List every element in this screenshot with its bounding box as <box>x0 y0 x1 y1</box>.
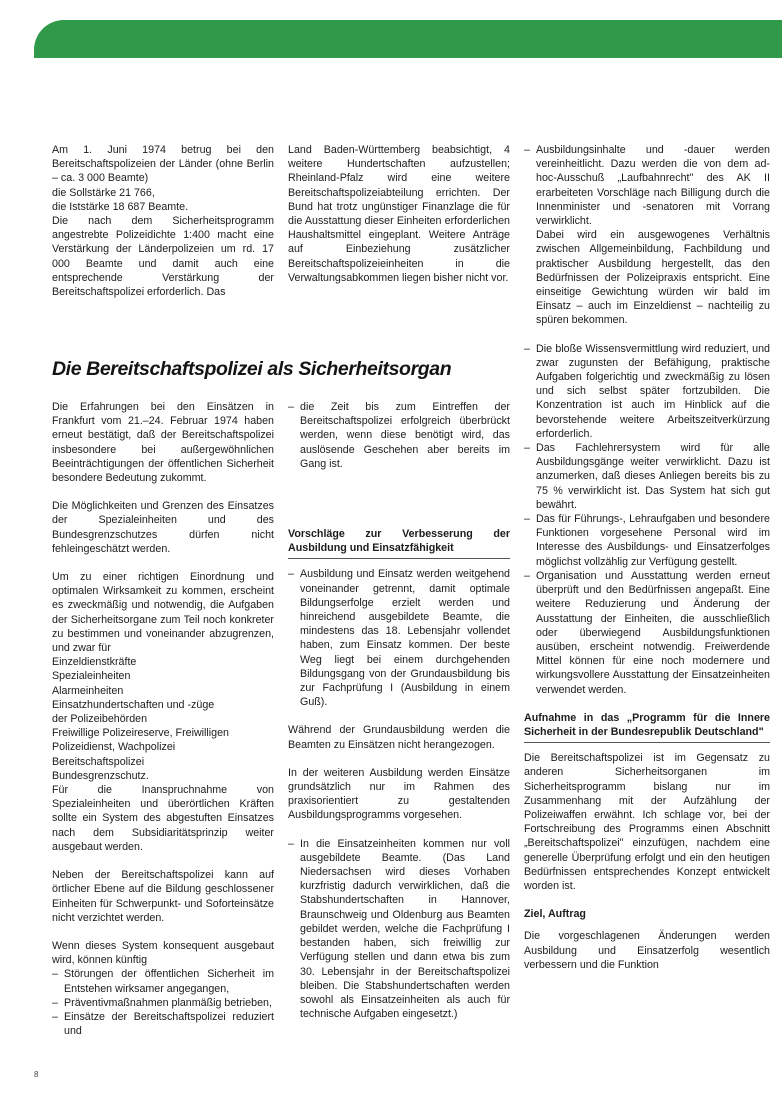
dash-list <box>288 400 510 471</box>
paragraph: Um zu einer richtigen Einordnung und optimalen Wirksamkeit zu kommen, erscheint es zweckmäßig und notwendig, die Aufgaben der Sicherheitsorgane zum Teil noch konkreter zu bestimmen und voneinander abzugrenzen, und zwar für <box>52 571 274 655</box>
list-item: – Einsätze der Bereitschaftspolizei reduziert und <box>52 1010 274 1038</box>
section-title: Die Bereitschaftspolizei als Sicherheitsorgan <box>52 358 452 380</box>
column-1-bottom <box>52 400 274 1052</box>
paragraph: Die nach dem Sicherheitsprogramm angestrebte Polizeidichte 1:400 macht eine Verstärkung der Länderpolizeien um rd. 17 000 Beamte und damit auch eine entsprechende Verstärkung der Bereitschaftspolizei erforderlich. Das <box>52 215 274 299</box>
text-line: Bundesgrenzschutz. <box>52 769 149 782</box>
dash-list <box>524 143 770 228</box>
paragraph: Die Erfahrungen bei den Einsätzen in Frankfurt vom 21.–24. Februar 1974 haben erneut bestätigt, daß der Bereitschaftspolizei insbesondere bei außergewöhnlichen Beeinträchtigungen der öffentlichen Sicherheit besondere Bedeutung zukommt. <box>52 401 274 485</box>
list-item: – die Zeit bis zum Eintreffen der Bereitschaftspolizei erfolgreich überbrückt werden, wenn diese benötigt wird, das auslösende Geschehen aber bereits im Gang ist. <box>288 400 510 471</box>
text-line: Polizeidienst, Wachpolizei <box>52 741 176 754</box>
paragraph: Für die Inanspruchnahme von Spezialeinheiten und überörtlichen Kräften sollte ein System des abgestuften Einsatzes nach dem Subsidiaritätsprinzip weiter ausgebaut werden. <box>52 784 274 853</box>
list-item: – In die Einsatzeinheiten kommen nur voll ausgebildete Beamte. (Das Land Niedersachsen wird dieses Vorhaben kurzfristig dadurch verwirklichen, daß die Stabshundertschaften in Hannover, Braunschweig und Oldenburg aus Beamten gebildet werden, welche die Fachprüfung I bestanden haben, sich freiwillig zur Verfügung stellen und dann etwa bis zum 30. Lebensjahr in der Bereitschaftspolizei bleiben. Die Stabshundertschaften werden sowohl als Einsatzeinheiten als auch für technische Aufgaben eingesetzt.) <box>288 837 510 1022</box>
column-3 <box>524 143 770 986</box>
paragraph: Am 1. Juni 1974 betrug bei den Bereitschaftspolizeien der Länder (ohne Berlin – ca. 3 000 Beamte) <box>52 144 274 185</box>
dash-list <box>524 342 770 697</box>
dash-list <box>288 837 510 1022</box>
subheading: Ziel, Auftrag <box>524 908 586 921</box>
paragraph: In der weiteren Ausbildung werden Einsätze grundsätzlich nur im Rahmen des praxisorientiert zu gestaltenden Ausbildungsprogramms vorgesehen. <box>288 766 510 822</box>
paragraph: Die vorgeschlagenen Änderungen werden Ausbildung und Einsatzerfolg wesentlich verbessern und die Funktion <box>524 930 770 971</box>
subheading: Vorschläge zur Verbesserung der Ausbildung und Einsatzfähigkeit <box>288 527 510 559</box>
text-line: der Polizeibehörden <box>52 713 148 726</box>
column-1-top <box>52 143 274 313</box>
subheading: Aufnahme in das „Programm für die Innere Sicherheit in der Bundesrepublik Deutschland" <box>524 711 770 743</box>
list-item: – Störungen der öffentlichen Sicherheit im Entstehen wirksamer angegangen, <box>52 967 274 995</box>
text-line: Alarmeinheiten <box>52 684 124 697</box>
paragraph: Die Bereitschaftspolizei ist im Gegensatz zu anderen Sicherheitsorganen im Sicherheitsprogramm bislang nur im Zusammenhang mit der Aufzählung der Polizeiwaffen erwähnt. Ich schlage vor, bei der Fortschreibung des Programms einen Abschnitt „Bereitschaftspolizei" einzufügen, nachdem eine generelle Überprüfung erfolgt und ein den heutigen Bedürfnissen entsprechendes Konzept entwickelt worden ist. <box>524 752 770 892</box>
list-item: – Ausbildungsinhalte und -dauer werden vereinheitlicht. Dazu werden die von dem ad-hoc-Ausschuß „Laufbahnrecht" des AK II erarbeiteten Vorschläge nach Billigung durch die Innenminister und -senatoren mit Vorrang verwirklicht. <box>524 143 770 228</box>
text-line: Bereitschaftspolizei <box>52 755 145 768</box>
column-2-top <box>288 143 510 299</box>
indented-paragraph: Dabei wird ein ausgewogenes Verhältnis zwischen Allgemeinbildung, Fachbildung und praktischer Ausbildung hergestellt, das den Bedürfnissen der Polizeipraxis entspricht. Eine einseitige Gewichtung würden wir bald im Einsatz – auch im Einzeldienst – nachteilig zu spüren bekommen. <box>536 229 770 327</box>
list-item: – Das Fachlehrersystem wird für alle Ausbildungsgänge weiter verwirklicht. Dazu ist anzumerken, daß dieses Anliegen bereits bis zu 75 % verwirklicht ist. Das System hat sich gut bewährt. <box>524 441 770 512</box>
dash-list <box>52 967 274 1038</box>
list-item: – Das für Führungs-, Lehraufgaben und besondere Funktionen vorgesehene Personal wird im Interesse des Ausbildungs- und Einsatzerfolges möglichst vollzählig zur Verfügung gestellt. <box>524 512 770 569</box>
list-item: – Die bloße Wissensvermittlung wird reduziert, und zwar zugunsten der Befähigung, praktische Aufgaben folgerichtig und zweckmäßig zu lösen und sich selbst später fortzubilden. Die Konzentration ist auch im Hinblick auf die bevorstehende weitere Arbeitszeitverkürzung erforderlich. <box>524 342 770 441</box>
column-2-bottom <box>288 400 510 1035</box>
page-number: 8 <box>34 1070 39 1079</box>
text-line: Einsatzhundertschaften und -züge <box>52 698 215 711</box>
text-line: Spezialeinheiten <box>52 670 131 683</box>
text-line: Freiwillige Polizeireserve, Freiwilligen <box>52 727 229 740</box>
text-line: die Sollstärke 21 766, <box>52 186 155 199</box>
paragraph: Die Möglichkeiten und Grenzen des Einsatzes der Spezialeinheiten und des Bundesgrenzschutzes dürfen nicht fehleingeschätzt werden. <box>52 500 274 555</box>
text-line: Einzeldienstkräfte <box>52 656 137 669</box>
list-item: – Organisation und Ausstattung werden erneut überprüft und den Bedürfnissen angepaßt. Eine weitere Reduzierung und Änderung der Ausstattung der Einheiten, die ausschließlich oder überwiegend Ausbildungsfunktionen ausüben, erscheint notwendig. Freiwerdende Mittel können für eine noch modernere und wirkungsvollere Ausstattung der Einsatzeinheiten verwendet werden. <box>524 569 770 697</box>
dash-list <box>288 567 510 709</box>
list-item: – Ausbildung und Einsatz werden weitgehend voneinander getrennt, damit optimale Bildungserfolge erzielt werden und hinreichend ausgebildete Beamte, die mindestens das 18. Lebensjahr vollendet haben, zum Einsatz kommen. Der beste Weg liegt bei einem durchgehenden Bildungsgang von der Grundausbildung bis zur Fachprüfung I (Ausbildung in einem Guß). <box>288 567 510 709</box>
paragraph: Wenn dieses System konsequent ausgebaut wird, können künftig <box>52 939 274 967</box>
paragraph: Neben der Bereitschaftspolizei kann auf örtlicher Ebene auf die Bildung geschlossener Einheiten für Schwerpunkt- und Soforteinsätze nicht verzichtet werden. <box>52 869 274 924</box>
paragraph: Land Baden-Württemberg beabsichtigt, 4 weitere Hundertschaften aufzustellen; Rheinland-Pfalz wird eine weitere Bereitschaftspolizeiabteilung errichten. Der Bund hat trotz ungünstiger Finanzlage die für die Ausstattung dieser Einheiten erforderlichen Haushaltsmittel eingeplant. Weitere Anträge auf Einbeziehung zusätzlicher Bereitschaftspolizeieinheiten in die Verwaltungsabkommen liegen bisher nicht vor. <box>288 144 510 284</box>
header-band <box>34 20 782 58</box>
spacer <box>288 485 510 527</box>
text-line: die Iststärke 18 687 Beamte. <box>52 200 189 213</box>
paragraph: Während der Grundausbildung werden die Beamten zu Einsätzen nicht herangezogen. <box>288 724 510 751</box>
list-item: – Präventivmaßnahmen planmäßig betrieben, <box>52 996 274 1010</box>
